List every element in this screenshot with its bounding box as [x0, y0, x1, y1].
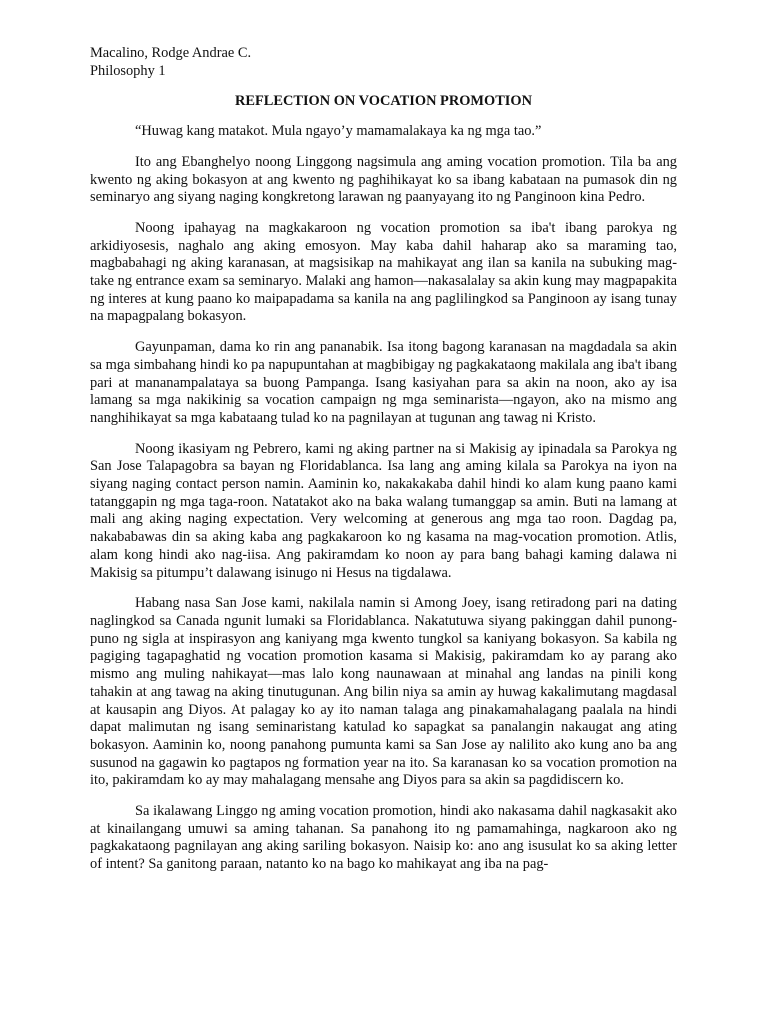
paragraph-1: Ito ang Ebanghelyo noong Linggong nagsimula ang aming vocation promotion. Tila ba ang kwento ng aking bokasyon at ang kwento ng paghihikayat ko sa ibang kabataan na pumasok din ng seminaryo ang siyang naging kongkretong larawan ng paanyayang ito ng Panginoon kina Pedro.: [90, 153, 677, 206]
paragraph-6: Sa ikalawang Linggo ng aming vocation promotion, hindi ako nakasama dahil nagkasakit ako at kinailangang umuwi sa aming tahanan. Sa panahong ito ng pamamahinga, nagkaroon ako ng pagkakataong pagnilayan ang aking sariling bokasyon. Naisip ko: ano ang isusulat ko sa aking letter of intent? Sa ganitong paraan, natanto ko na bago ko mahikayat ang iba na pag-: [90, 803, 677, 873]
course-name: Philosophy 1: [90, 62, 166, 79]
document-page: [90, 45, 677, 874]
paragraph-5: Habang nasa San Jose kami, nakilala namin si Among Joey, isang retiradong pari na dating naglingkod sa Canada ngunit lumaki sa Floridablanca. Nakatutuwa siyang pakinggan dahil punong-puno ng sigla at inspirasyon ang kaniyang mga kwento tungkol sa kaniyang bokasyon. Sa kabila ng pagiging tagapaghatid ng vocation promotion kasama si Makisig, pakiramdam ko ay parang ako mismo ang muling nahikayat—mas lalo kong naunawaan at minahal ang landas na pinili kong tahakin at ang tawag na aking tinutugunan. Ang bilin niya sa amin ay huwag kakalimutang magdasal at kausapin ang Diyos. At palagay ko ay ito naman talaga ang pinakamahalagang paalala na hindi dapat malimutan ng isang seminaristang katulad ko sapagkat sa panalangin nakaugat ang ating bokasyon. Aaminin ko, noong panahong pumunta kami sa San Jose ay nalilito ako kung ano ba ang susunod na gagawin ko pagtapos ng formation year na ito. Sa karanasan ko sa vocation promotion na ito, pakiramdam ko ay may mahalagang mensahe ang Diyos para sa akin sa pagdidiscern ko.: [90, 595, 677, 789]
author-name: Macalino, Rodge Andrae C.: [90, 45, 252, 61]
document-title: REFLECTION ON VOCATION PROMOTION: [234, 93, 532, 110]
paragraph-4: Noong ikasiyam ng Pebrero, kami ng aking partner na si Makisig ay ipinadala sa Parokya ng San Jose Talapagobra sa bayan ng Floridablanca. Isa lang ang aming kilala sa Parokya na iyon na siyang naging contact person namin. Aaminin ko, nakakakaba dahil hindi ko alam kung paano kami tatanggapin ng mga taga-roon. Natatakot ako na baka walang tumanggap sa amin. Buti na lamang at mali ang aking naging expectation. Very welcoming at generous ang mga tao roon. Dagdag pa, nakababawas din sa aking kaba ang pagkakaroon ko ng kasama na mag-vocation promotion. Atlis, alam kong hindi ako nag-iisa. Ang pakiramdam ko noon ay para bang bahagi kaming dalawa ni Makisig sa pitumpu’t dalawang isinugo ni Hesus na tigdalawa.: [90, 440, 677, 581]
paragraph-2: Noong ipahayag na magkakaroon ng vocation promotion sa iba't ibang parokya ng arkidiyosesis, naghalo ang aking emosyon. May kaba dahil haharap ako sa maraming tao, magbabahagi ng aking karanasan, at magsisikap na mahikayat ang ilan sa kanila na subuking mag-take ng entrance exam sa seminaryo. Malaki ang hamon—nakasalalay sa akin kung may magpapakita ng interes at kung paano ko maipapadama sa kanila na ang paglilingkod sa Panginoon ay isang tunay na mapagpalang bokasyon.: [90, 219, 677, 325]
paragraph-3: Gayunpaman, dama ko rin ang pananabik. Isa itong bagong karanasan na magdadala sa akin sa mga simbahang hindi ko pa napupuntahan at magbibigay ng pagkakataong makilala ang iba't ibang pari at mananampalataya sa buong Pampanga. Isang kasiyahan para sa akin na noon, ako ay isa lamang sa mga nakikinig sa vocation campaign ng mga seminarista—ngayon, ako na mismo ang nanghihikayat sa mga kabataang tulad ko na pagnilayan at tugunan ang tawag ni Kristo.: [90, 339, 677, 426]
gospel-quote: “Huwag kang matakot. Mula ngayo’y mamamalakaya ka ng mga tao.”: [135, 123, 542, 140]
